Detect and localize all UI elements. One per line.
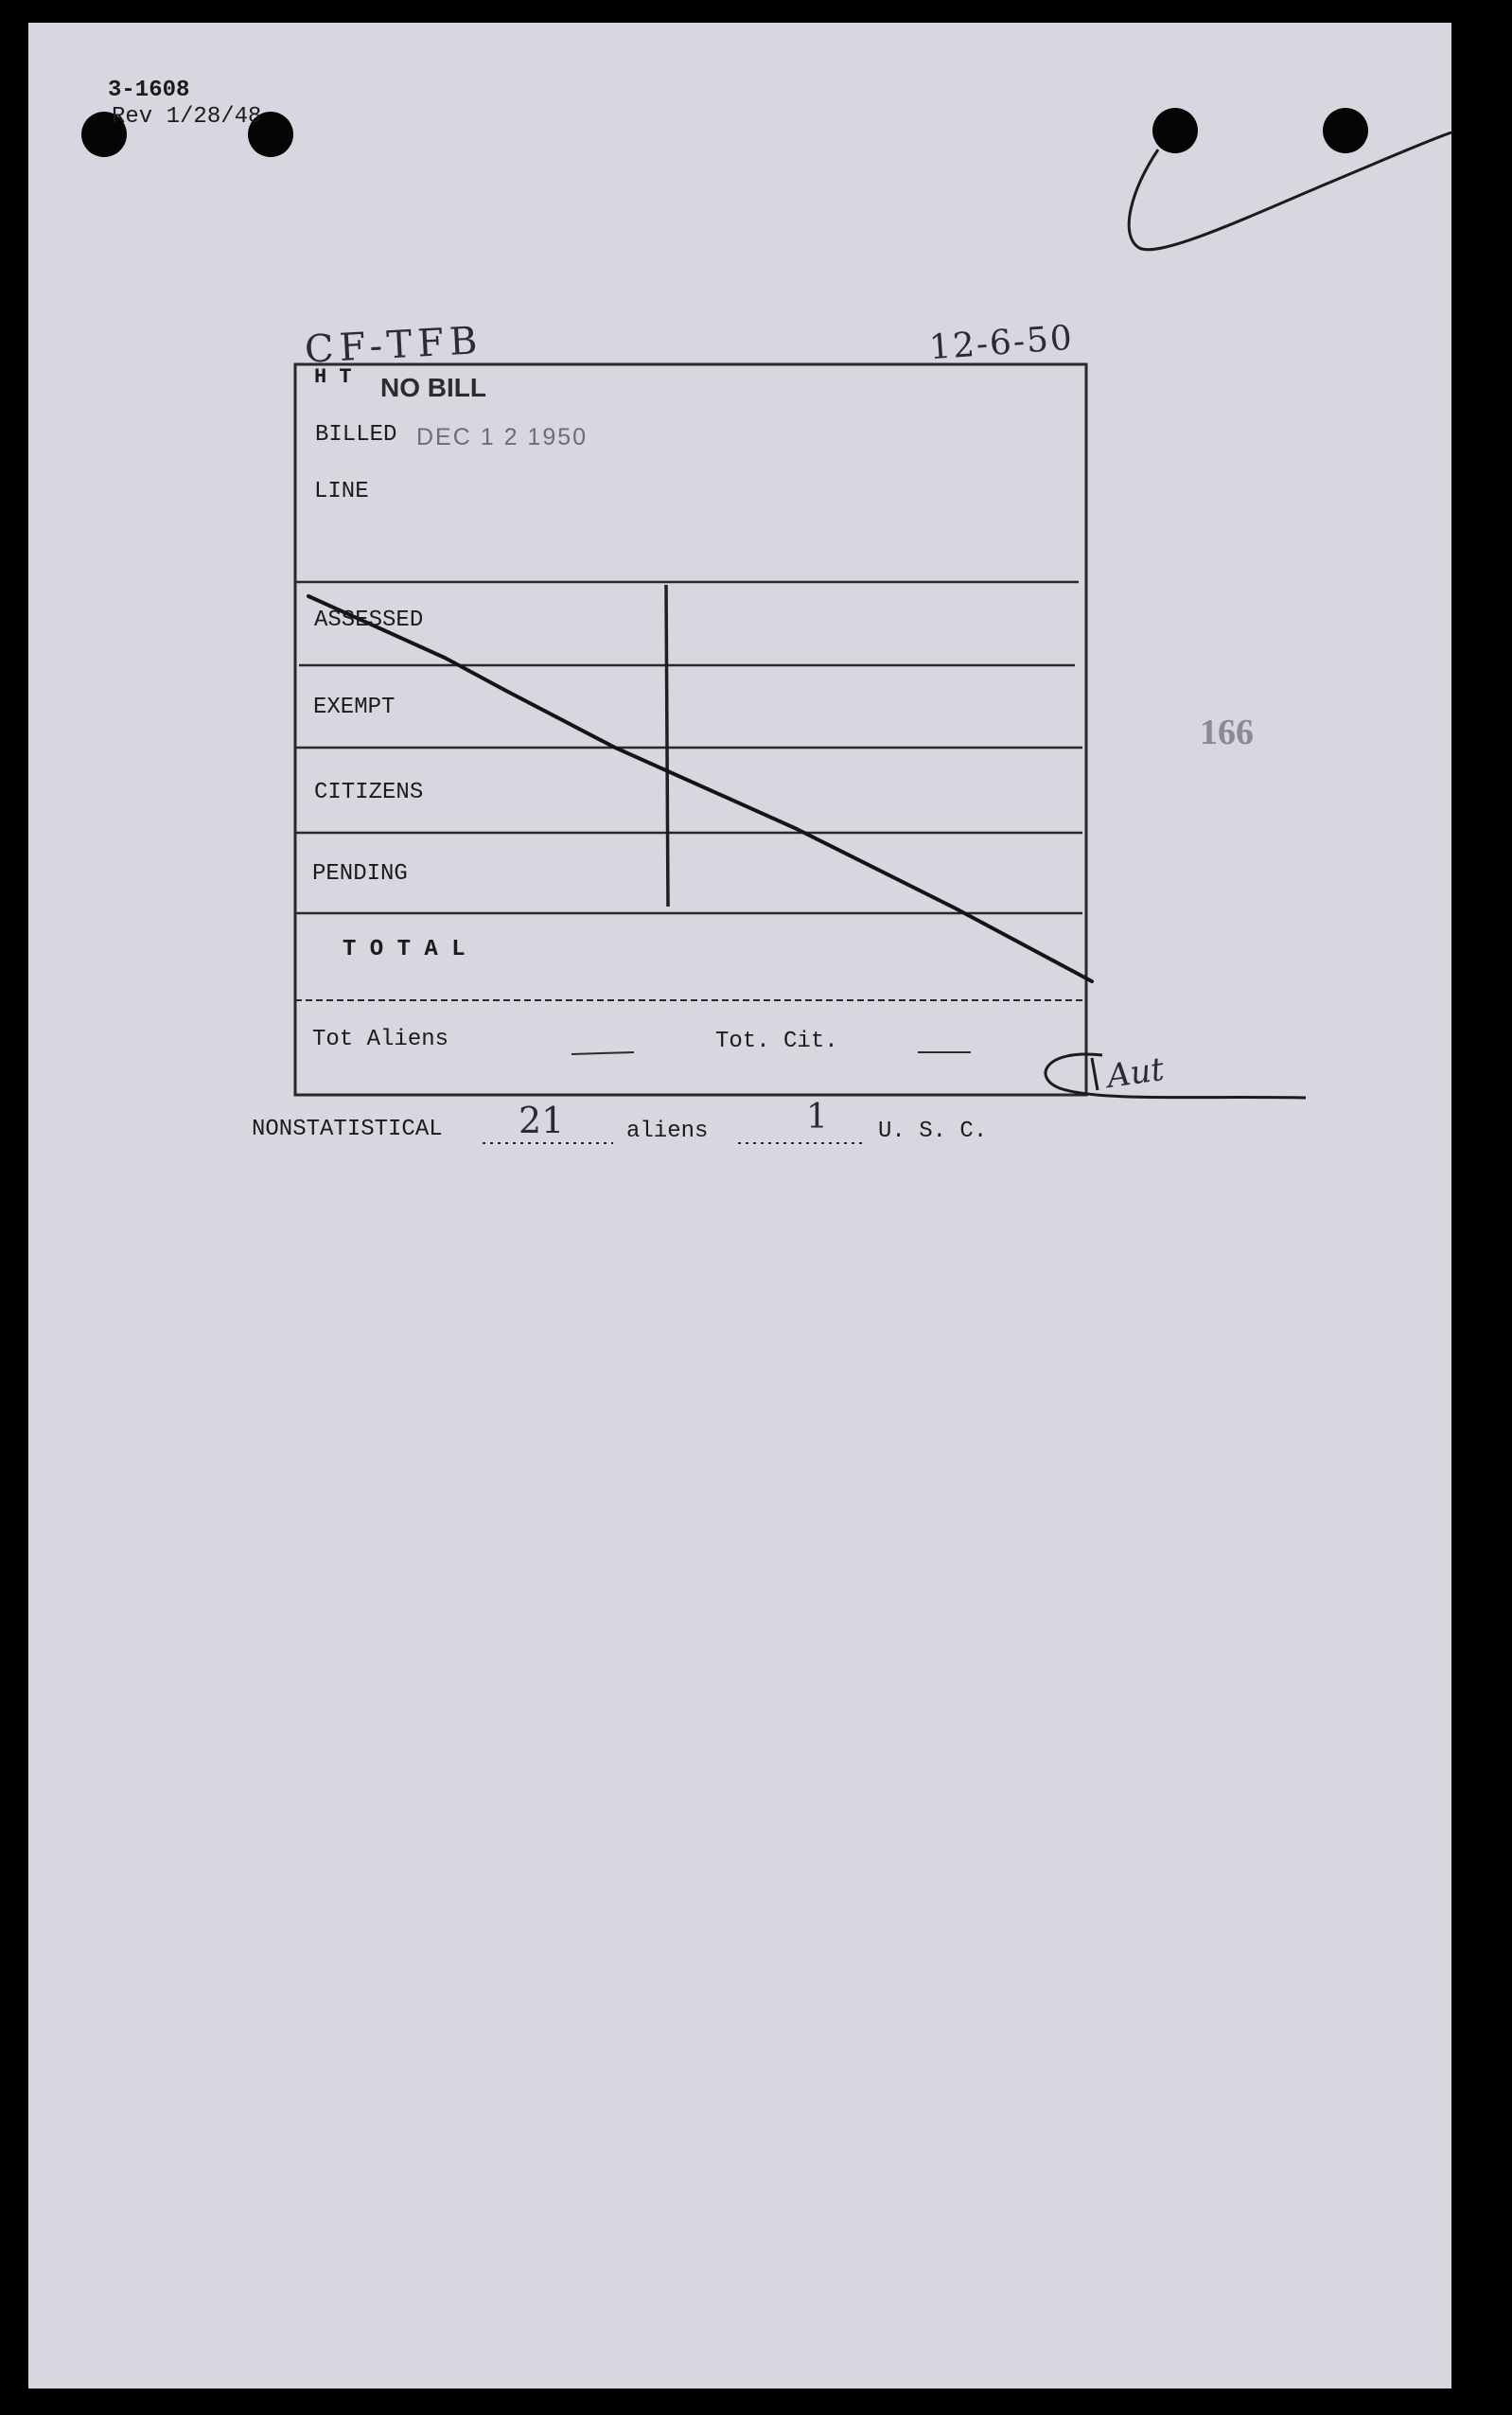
tot-cit-label: Tot. Cit. — [715, 1029, 838, 1054]
no-bill-stamp: NO BILL — [380, 373, 486, 402]
nonstatistical-usc-label: U. S. C. — [878, 1119, 988, 1144]
page-number: 166 — [1200, 713, 1254, 752]
tot-aliens-blank — [571, 1052, 634, 1054]
column-divider — [666, 585, 668, 907]
nonstatistical-aliens-label: aliens — [626, 1119, 709, 1144]
line-label: LINE — [314, 479, 369, 504]
total-label: T O T A L — [343, 937, 466, 962]
row-label-assessed: ASSESSED — [314, 608, 424, 633]
ht-label: H T — [314, 365, 352, 389]
handwritten-date: 12-6-50 — [927, 318, 1076, 368]
form-revision: Rev 1/28/48 — [112, 104, 262, 130]
initials-stroke — [1092, 1058, 1098, 1090]
tot-aliens-label: Tot Aliens — [312, 1027, 449, 1052]
handwritten-code: CF-TFB — [303, 319, 484, 372]
initials-loop — [1046, 1054, 1306, 1098]
nonstatistical-label: NONSTATISTICAL — [252, 1117, 443, 1142]
billed-label: BILLED — [315, 422, 397, 448]
strike-through-line — [308, 596, 1092, 981]
nonstatistical-usc-count: 1 — [806, 1098, 828, 1137]
corner-check-curve — [1129, 132, 1451, 250]
initials: Aut — [1104, 1050, 1167, 1096]
row-label-pending: PENDING — [312, 861, 408, 887]
form-number: 3-1608 — [108, 78, 190, 103]
form-box-border — [295, 364, 1086, 1095]
billed-date-stamp: DEC 1 2 1950 — [416, 424, 589, 450]
row-label-exempt: EXEMPT — [313, 695, 396, 720]
row-label-citizens: CITIZENS — [314, 780, 424, 805]
nonstatistical-aliens-count: 21 — [519, 1100, 565, 1141]
